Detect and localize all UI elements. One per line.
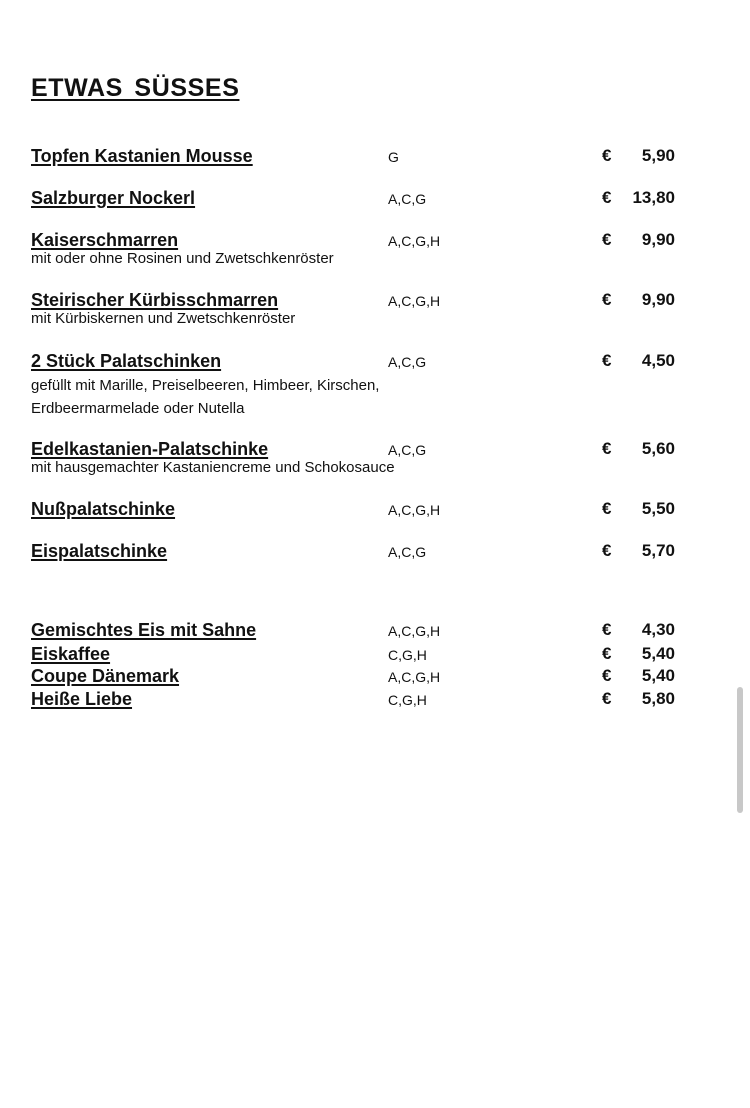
allergen-codes: A,C,G,H — [388, 502, 441, 518]
dish-price: 5,50 — [641, 499, 675, 518]
dish-price: 4,50 — [641, 351, 675, 370]
dish-price: 5,70 — [641, 541, 675, 560]
dish-name: Heiße Liebe — [31, 689, 133, 709]
dish-name: Steirischer Kürbisschmarren — [31, 290, 279, 310]
currency-symbol: € — [602, 351, 612, 370]
currency-symbol: € — [602, 689, 612, 708]
allergen-codes: A,C,G,H — [388, 669, 441, 685]
dish-price: 13,80 — [632, 188, 675, 207]
dish-description: mit oder ohne Rosinen und Zwetschkenröster — [31, 250, 334, 267]
dish-price: 9,90 — [641, 290, 675, 309]
dish-price: 5,40 — [641, 666, 675, 685]
dish-price: 5,90 — [641, 146, 675, 165]
allergen-codes: A,C,G — [388, 354, 427, 370]
currency-symbol: € — [602, 230, 612, 249]
allergen-codes: C,G,H — [388, 692, 427, 708]
dish-name: Eiskaffee — [31, 644, 111, 664]
currency-symbol: € — [602, 499, 612, 518]
allergen-codes: A,C,G — [388, 191, 427, 207]
dish-price: 5,40 — [641, 644, 675, 663]
dish-name: Eispalatschinke — [31, 541, 168, 561]
dish-price: 9,90 — [641, 230, 675, 249]
dish-price: 4,30 — [641, 620, 675, 639]
allergen-codes: A,C,G — [388, 544, 427, 560]
currency-symbol: € — [602, 290, 612, 309]
allergen-codes: C,G,H — [388, 647, 427, 663]
allergen-codes: A,C,G,H — [388, 623, 441, 639]
dish-name: Edelkastanien-Palatschinke — [31, 439, 269, 459]
currency-symbol: € — [602, 541, 612, 560]
dish-name: Nußpalatschinke — [31, 499, 176, 519]
dish-description: mit hausgemachter Kastaniencreme und Schokosauce — [31, 459, 395, 476]
allergen-codes: A,C,G,H — [388, 233, 441, 249]
currency-symbol: € — [602, 644, 612, 663]
currency-symbol: € — [602, 620, 612, 639]
dish-price: 5,80 — [641, 689, 675, 708]
currency-symbol: € — [602, 146, 612, 165]
page-title: ETWAS SÜSSES — [31, 74, 240, 102]
dish-name: Coupe Dänemark — [31, 666, 180, 686]
dish-name: Gemischtes Eis mit Sahne — [31, 620, 257, 640]
dish-price: 5,60 — [641, 439, 675, 458]
currency-symbol: € — [602, 439, 612, 458]
dish-name: Topfen Kastanien Mousse — [31, 146, 253, 166]
currency-symbol: € — [602, 666, 612, 685]
dish-name: Kaiserschmarren — [31, 230, 179, 250]
allergen-codes: A,C,G — [388, 442, 427, 458]
dish-description-line: Erdbeermarmelade oder Nutella — [31, 400, 245, 417]
dish-name: 2 Stück Palatschinken — [31, 351, 222, 371]
currency-symbol: € — [602, 188, 612, 207]
dish-name: Salzburger Nockerl — [31, 188, 196, 208]
dish-description: mit Kürbiskernen und Zwetschkenröster — [31, 310, 296, 327]
allergen-codes: G — [388, 149, 399, 165]
dish-description-line: gefüllt mit Marille, Preiselbeeren, Himbeer, Kirschen, — [31, 377, 380, 394]
allergen-codes: A,C,G,H — [388, 293, 441, 309]
scrollbar-thumb[interactable] — [737, 687, 743, 813]
